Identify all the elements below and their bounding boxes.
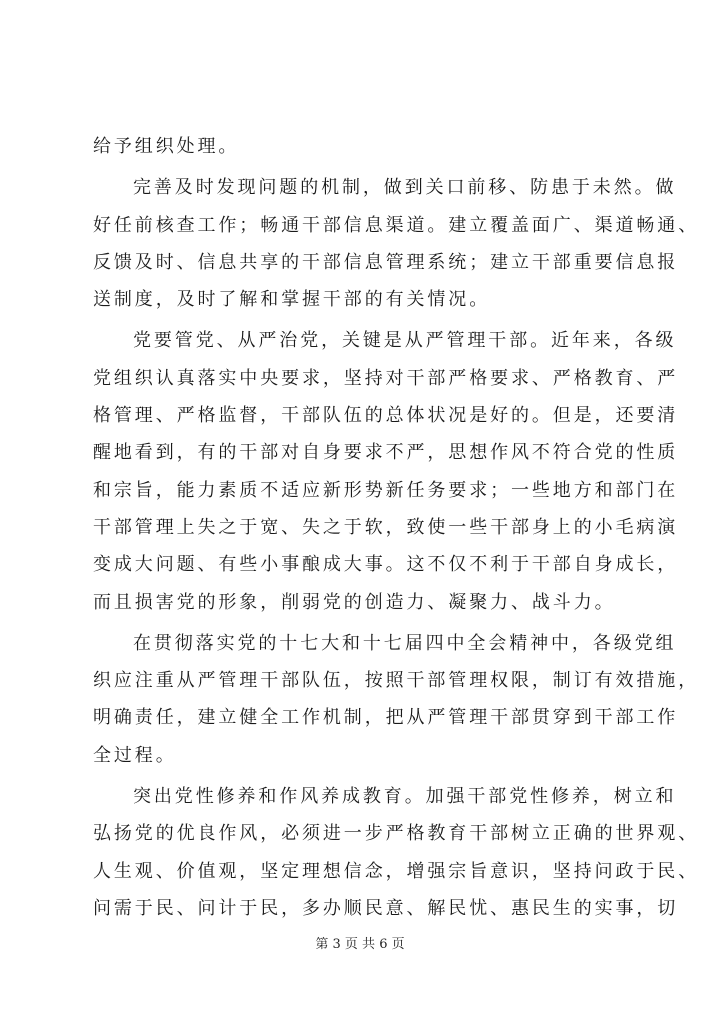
text-line: 而且损害党的形象，削弱党的创造力、凝聚力、战斗力。: [93, 591, 616, 613]
paragraph-1: [93, 128, 633, 165]
text-line: 和宗旨，能力素质不适应新形势新任务要求；一些地方和部门在: [93, 479, 679, 501]
text-line: 明确责任，建立健全工作机制，把从严管理干部贯穿到干部工作: [93, 707, 679, 729]
text-line: 变成大问题、有些小事酿成大事。这不仅不利于干部自身成长，: [93, 554, 679, 576]
text-line: 给予组织处理。: [93, 136, 240, 157]
paragraph-2: [93, 169, 700, 318]
text-line: 全过程。: [93, 744, 177, 766]
text-line: 织应注重从严管理干部队伍，按照干部管理权限，制订有效措施，: [93, 670, 700, 692]
text-line: 干部管理上失之于宽、失之于软，致使一些干部身上的小毛病演: [93, 516, 679, 538]
text-line: 格管理、严格监督，干部队伍的总体状况是好的。但是，还要清: [93, 405, 679, 427]
text-line: 问需于民、问计于民，多办顺民意、解民忧、惠民生的实事，切: [93, 897, 679, 919]
text-line: 醒地看到，有的干部对自身要求不严，思想作风不符合党的性质: [93, 442, 679, 464]
text-line: 人生观、价值观，坚定理想信念，增强宗旨意识，坚持问政于民、: [93, 860, 700, 882]
text-line: 反馈及时、信息共享的干部信息管理系统；建立干部重要信息报: [93, 251, 679, 273]
paragraph-4: [93, 625, 700, 774]
text-line: 党组织认真落实中央要求，坚持对干部严格要求、严格教育、严: [93, 367, 679, 389]
paragraph-5: [93, 778, 700, 927]
text-line: 在贯彻落实党的十七大和十七届四中全会精神中，各级党组: [133, 632, 677, 654]
paragraph-3: [93, 322, 679, 620]
text-line: 送制度，及时了解和掌握干部的有关情况。: [93, 289, 491, 311]
document-body: [93, 128, 700, 931]
page-number-footer: 第 3 页 共 6 页: [315, 937, 405, 952]
text-line: 弘扬党的优良作风，必须进一步严格教育干部树立正确的世界观、: [93, 823, 700, 845]
text-line: 完善及时发现问题的机制，做到关口前移、防患于未然。做: [133, 177, 677, 199]
text-line: 党要管党、从严治党，关键是从严管理干部。近年来，各级: [133, 330, 677, 352]
text-line: 突出党性修养和作风养成教育。加强干部党性修养，树立和: [133, 786, 677, 808]
text-line: 好任前核查工作；畅通干部信息渠道。建立覆盖面广、渠道畅通、: [93, 214, 700, 236]
